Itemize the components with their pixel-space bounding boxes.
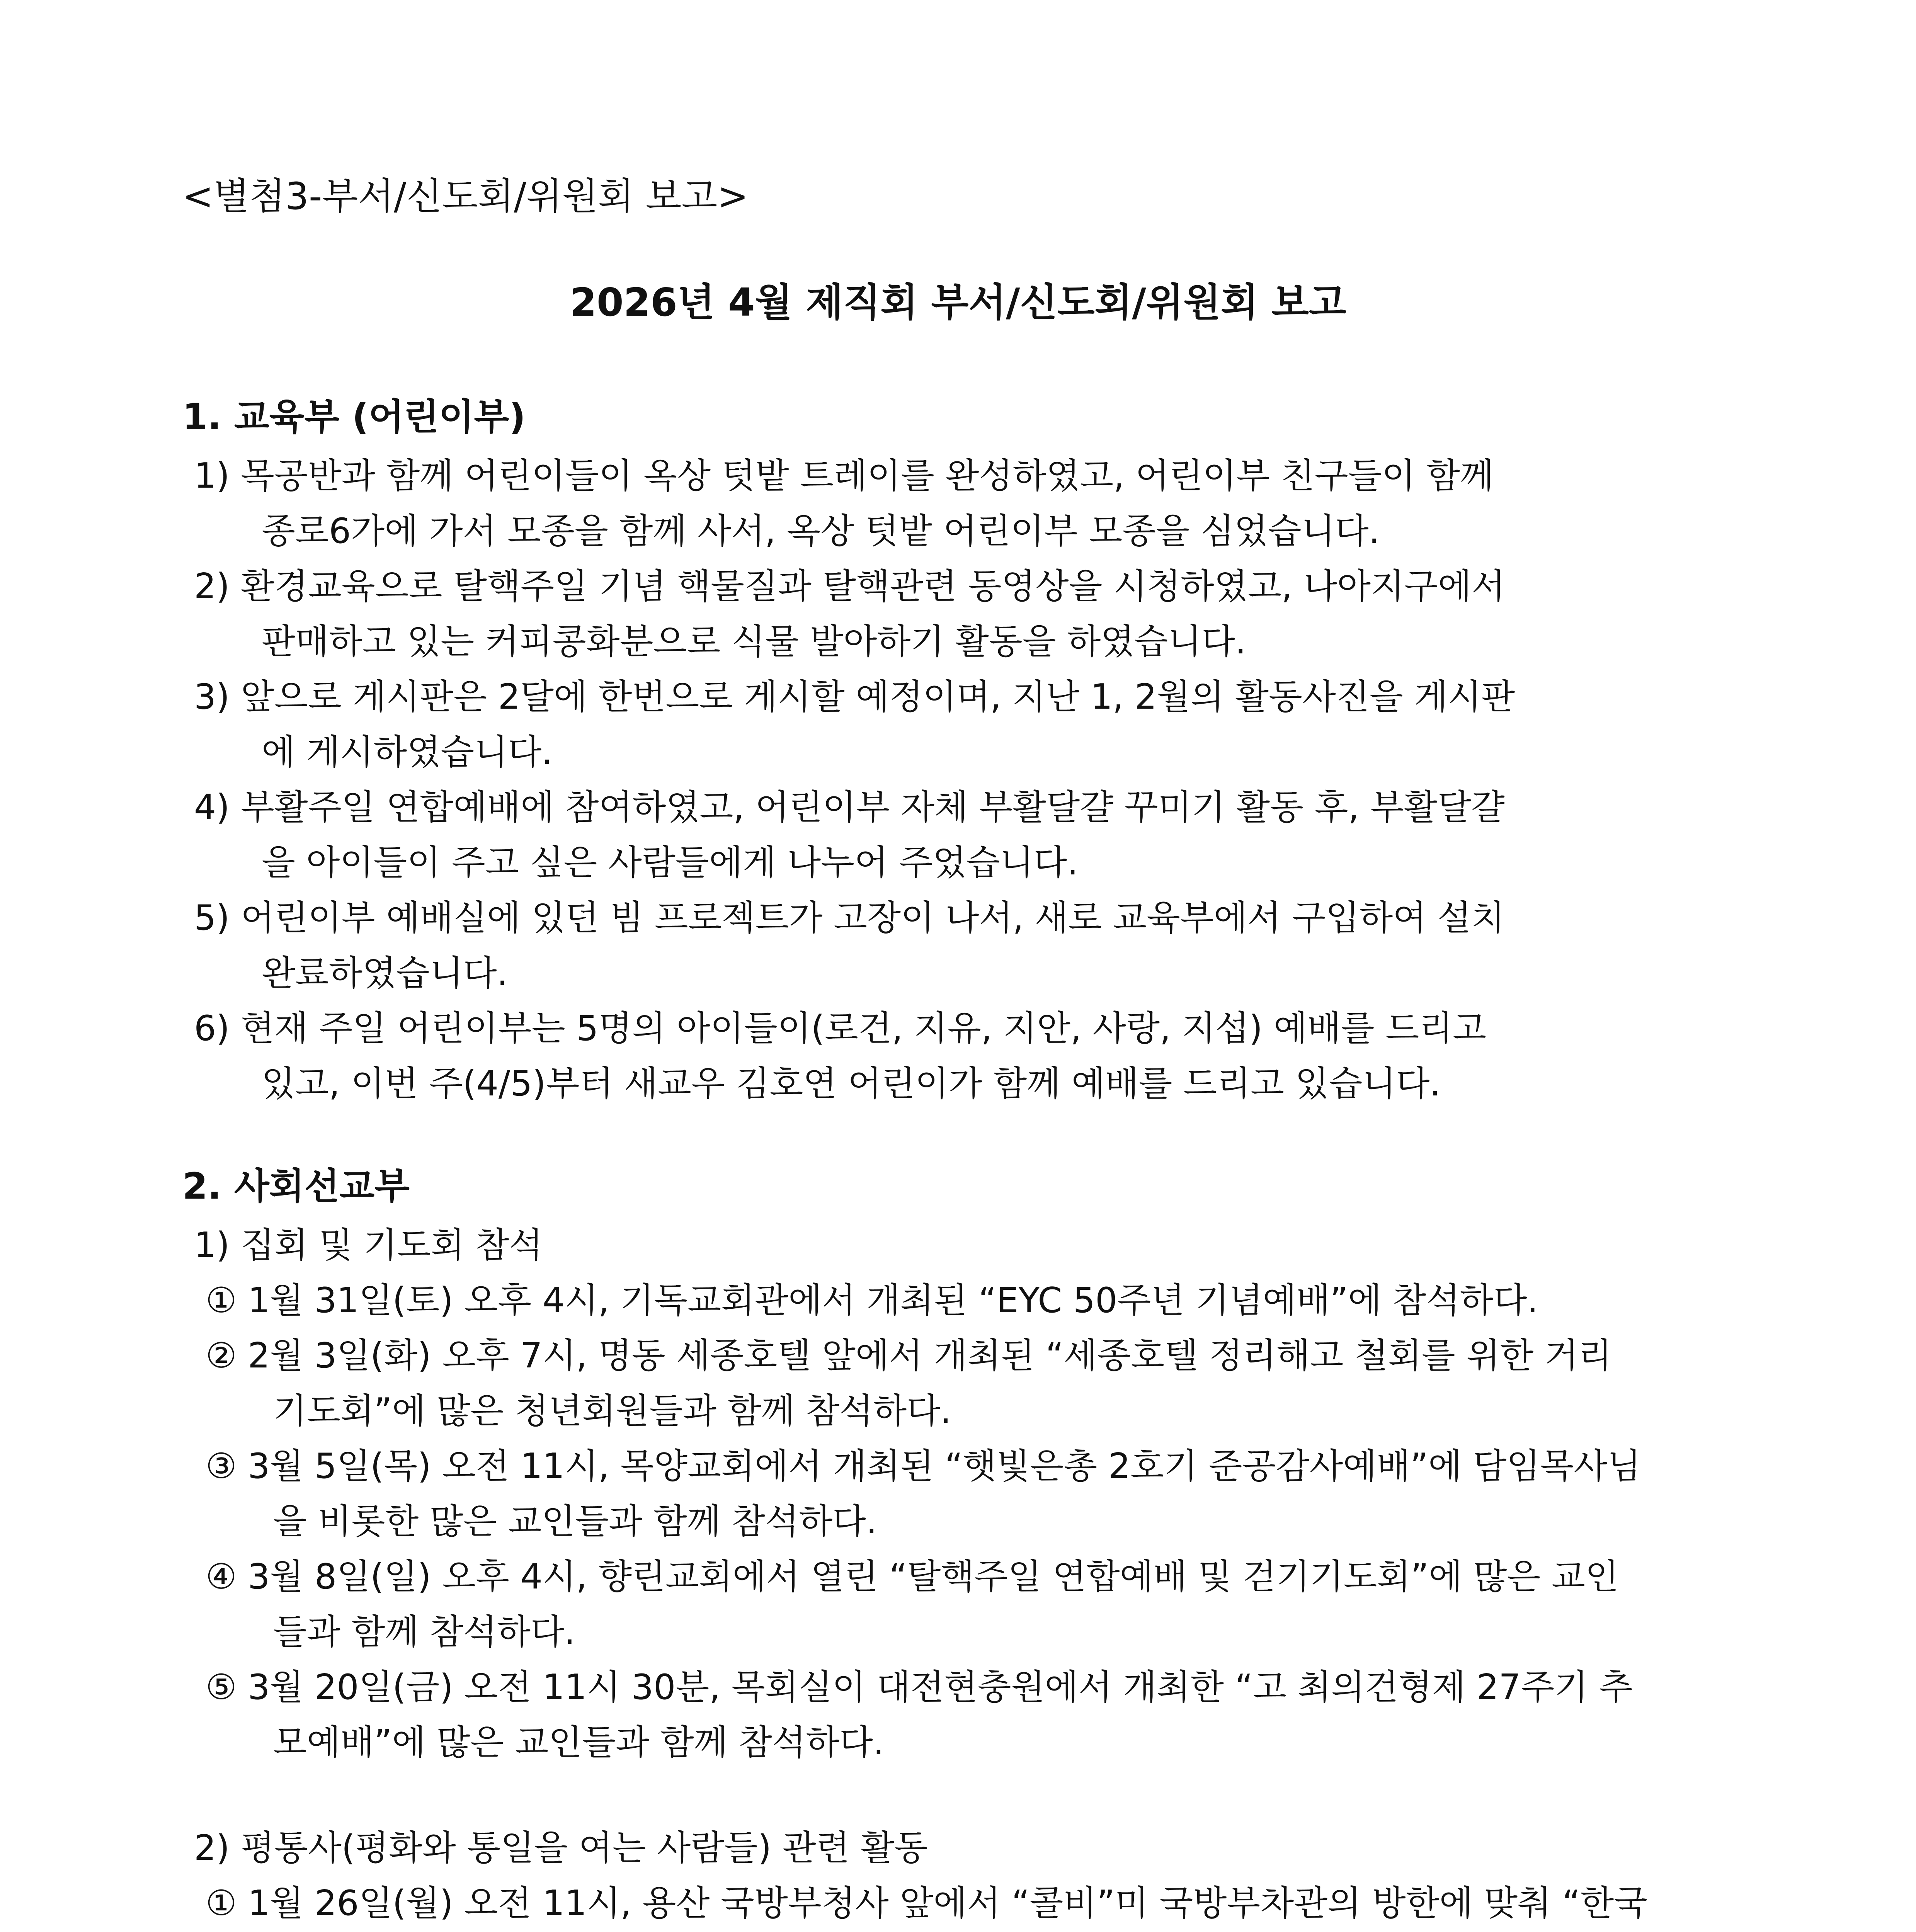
item-line: 2) 환경교육으로 탈핵주일 기념 핵물질과 탈핵관련 동영상을 시청하였고, 나아지구에서: [194, 566, 1505, 607]
item-line: 4) 부활주일 연합예배에 참여하였고, 어린이부 자체 부활달걀 꾸미기 활동 후, 부활달걀: [194, 787, 1505, 828]
item-line: 판매하고 있는 커피콩화분으로 식물 발아하기 활동을 하였습니다.: [262, 621, 1246, 662]
item-line: 1) 목공반과 함께 어린이들이 옥상 텃밭 트레이를 완성하였고, 어린이부 친구들이 함께: [194, 456, 1494, 496]
item-line: 종로6가에 가서 모종을 함께 사서, 옥상 텃밭 어린이부 모종을 심었습니다.: [262, 511, 1380, 551]
list-item: [182, 1549, 1728, 1660]
item-line: 5) 어린이부 예배실에 있던 빔 프로젝트가 고장이 나서, 새로 교육부에서 구입하여 설치: [194, 898, 1505, 938]
subsection-rallies: [182, 1218, 1728, 1770]
page-title: 2026년 4월 제직회 부서/신도회/위원회 보고: [570, 280, 1346, 325]
list-item: [182, 1660, 1728, 1770]
item-line: 6) 현재 주일 어린이부는 5명의 아이들이(로건, 지유, 지안, 사랑, 지섭) 예배를 드리고: [194, 1008, 1487, 1049]
item-line: ② 2월 3일(화) 오후 7시, 명동 세종호텔 앞에서 개최된 “세종호텔 정리해고 철회를 위한 거리: [206, 1335, 1612, 1376]
document-body: [182, 390, 1728, 1932]
section-heading: 1. 교육부 (어린이부): [182, 396, 526, 438]
section-education: [182, 390, 1728, 1111]
list-item: [182, 1273, 1728, 1328]
item-line: 있고, 이번 주(4/5)부터 새교우 김호연 어린이가 함께 예배를 드리고 있습니다.: [262, 1063, 1441, 1104]
item-line: ① 1월 31일(토) 오후 4시, 기독교회관에서 개최된 “EYC 50주년 기념예배”에 참석하다.: [206, 1280, 1538, 1321]
item-line: ⑤ 3월 20일(금) 오전 11시 30분, 목회실이 대전현충원에서 개최한 “고 최의건형제 27주기 추: [206, 1667, 1633, 1708]
list-item: [182, 448, 1728, 559]
item-line: 을 비롯한 많은 교인들과 함께 참석하다.: [273, 1501, 877, 1542]
item-line: 들과 함께 참석하다.: [273, 1612, 575, 1652]
item-line: ③ 3월 5일(목) 오전 11시, 목양교회에서 개최된 “햇빛은총 2호기 준공감사예배”에 담임목사님: [206, 1446, 1641, 1486]
list-item: [182, 1328, 1728, 1439]
item-line: 을 아이들이 주고 싶은 사람들에게 나누어 주었습니다.: [262, 842, 1078, 883]
list-item: [182, 1876, 1728, 1932]
subsection-pyeongtongsa: [182, 1820, 1728, 1932]
item-line: 3) 앞으로 게시판은 2달에 한번으로 게시할 예정이며, 지난 1, 2월의 활동사진을 게시판: [194, 677, 1515, 717]
section-heading: 2. 사회선교부: [182, 1165, 410, 1208]
item-line: ① 1월 26일(월) 오전 11시, 용산 국방부청사 앞에서 “콜비”미 국방부차관의 방한에 맞춰 “한국: [206, 1883, 1648, 1923]
list-item: [182, 1439, 1728, 1549]
subsection-heading: 2) 평통사(평화와 통일을 여는 사람들) 관련 활동: [194, 1828, 928, 1868]
list-item: [182, 780, 1728, 890]
item-line: 기도회”에 많은 청년회원들과 함께 참석하다.: [273, 1391, 951, 1431]
list-item: [182, 669, 1728, 780]
item-line: 에 게시하였습니다.: [262, 732, 553, 772]
item-line: ④ 3월 8일(일) 오후 4시, 향린교회에서 열린 “탈핵주일 연합예배 및 걷기기도회”에 많은 교인: [206, 1556, 1619, 1597]
list-item: [182, 1001, 1728, 1111]
list-item: [182, 559, 1728, 669]
list-item: [182, 890, 1728, 1001]
item-line: 완료하였습니다.: [262, 953, 508, 993]
item-line: 모예배”에 많은 교인들과 함께 참석하다.: [273, 1722, 884, 1763]
attachment-label: <별첨3-부서/신도회/위원회 보고>: [182, 175, 749, 218]
section-social-mission: [182, 1160, 1728, 1932]
subsection-heading: 1) 집회 및 기도회 참석: [194, 1225, 543, 1265]
